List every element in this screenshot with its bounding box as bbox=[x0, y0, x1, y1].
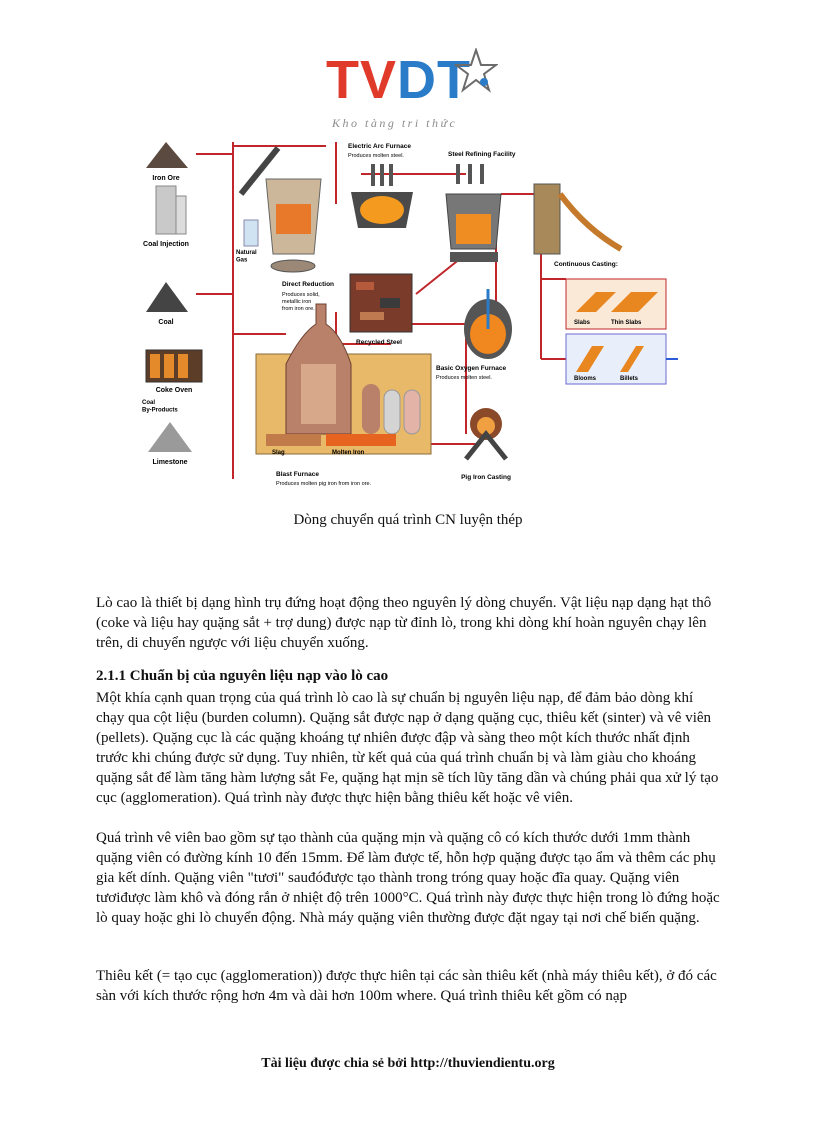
logo-tagline: Kho tàng tri thức bbox=[332, 116, 458, 130]
label-billets: Billets bbox=[620, 376, 639, 382]
paragraph-blast-furnace-intro: Lò cao là thiết bị dạng hình trụ đứng hoạt động theo nguyên lý dòng chuyển. Vật liệu nạp dạng hạt thô (coke và liệu hay quặng sắt + trợ dung) được nạp từ đỉnh lò, trong khi dòng khí hoàn nguyên chạy lên trên, di chuyển ngược với liệu chuyển xuống. bbox=[96, 595, 712, 651]
star-icon bbox=[454, 48, 498, 96]
label-recycled-steel: Recycled Steel bbox=[356, 339, 402, 346]
label-pig-iron-casting: Pig Iron Casting bbox=[461, 474, 511, 481]
label-coal-injection: Coal Injection bbox=[143, 241, 189, 248]
natural-gas-tank bbox=[244, 220, 258, 246]
site-logo bbox=[326, 46, 496, 136]
steelmaking-process-diagram bbox=[136, 134, 681, 496]
label-slag: Slag bbox=[272, 450, 285, 456]
label-blooms: Blooms bbox=[574, 376, 597, 382]
label-iron-ore: Iron Ore bbox=[152, 175, 180, 182]
label-thin-slabs: Thin Slabs bbox=[611, 320, 642, 326]
label-basic-oxygen-furnace: Basic Oxygen Furnace bbox=[436, 365, 507, 372]
paragraph-pelletizing: Quá trình vê viên bao gồm sự tạo thành của quặng mịn và quặng cô có kích thước dưới 1mm thành quặng viên có đường kính 10 đến 15mm. Để làm được tế, hỗn hợp quặng được tạo ẩm và thêm các phụ gia kết dính. Quặng viên "tươi" sauđóđược tạo thành trong tróng quay hoặc đĩa quay. Quặng viên tươiđược làm khô và đóng rắn ở nhiệt độ trên 1000°C. Quá trình này được thực hiện trong lò đứng hoặc lò quay hoặc ghi lò chuyển động. Nhà máy quặng viên thường được đặt ngay tại nơi chế biến quặng. bbox=[96, 830, 720, 926]
logo-wordmark bbox=[326, 50, 471, 110]
label-electric-arc-furnace-desc: Produces molten steel. bbox=[348, 153, 404, 159]
label-electric-arc-furnace: Electric Arc Furnace bbox=[348, 143, 411, 150]
label-blast-furnace-desc: Produces molten pig iron from iron ore. bbox=[276, 481, 372, 487]
coal-injection-equipment bbox=[156, 186, 176, 234]
label-slabs: Slabs bbox=[574, 320, 591, 326]
label-natural-gas: Natural Gas bbox=[236, 250, 257, 264]
logo-part-dt: DT bbox=[397, 50, 471, 110]
label-direct-reduction: Direct Reduction bbox=[282, 281, 335, 288]
paragraph-burden-preparation: Một khía cạnh quan trọng của quá trình lò cao là sự chuẩn bị nguyên liệu nạp, để đảm bảo dòng khí chạy qua cột liệu (burden column). Quặng sắt được nạp ở dạng quặng cục, thiêu kết (sinter) và vê viên (pellets). Quặng cục là các quặng khoáng tự nhiên được đập và sàng theo một kích thước nhất định trước khi chúng được sử dụng. Tuy nhiên, từ kết quả của quá trình chuẩn bị và làm giàu cho khoáng quặng sắt để làm tăng hàm lượng sắt Fe, quặng hạt mịn sẽ tích lũy tăng dần và chúng phải qua xử lý tạo cục (agglomeration). Quá trình này được thực hiện bằng thiêu kết hoặc vê viên. bbox=[96, 690, 719, 806]
label-molten-iron: Molten Iron bbox=[332, 450, 365, 456]
section-heading: 2.1.1 Chuẩn bị của nguyên liệu nạp vào lò cao bbox=[96, 668, 389, 684]
label-blast-furnace: Blast Furnace bbox=[276, 471, 319, 478]
label-coal-byproducts: Coal By-Products bbox=[142, 400, 178, 414]
label-direct-reduction-desc: Produces solid, metallic iron from iron ore. bbox=[282, 292, 320, 312]
page-footer: Tài liệu được chia sẻ bởi http://thuviendientu.org bbox=[261, 1056, 555, 1071]
continuous-caster bbox=[534, 184, 560, 254]
label-steel-refining-facility: Steel Refining Facility bbox=[448, 151, 516, 158]
label-coke-oven: Coke Oven bbox=[155, 387, 193, 394]
label-continuous-casting: Continuous Casting: bbox=[554, 261, 618, 268]
label-basic-oxygen-furnace-desc: Produces molten steel. bbox=[436, 375, 492, 381]
logo-part-tv: TV bbox=[326, 50, 398, 110]
label-limestone: Limestone bbox=[152, 459, 188, 466]
figure-caption: Dòng chuyển quá trình CN luyện thép bbox=[293, 512, 523, 528]
paragraph-sintering: Thiêu kết (= tạo cục (agglomeration)) được thực hiên tại các sàn thiêu kết (nhà máy thiêu kết), ở đó các sàn với kích thước rộng hơn 4m và dài hơn 100m where. Quá trình thiêu kết gồm có nạp bbox=[96, 968, 717, 1004]
label-coal: Coal bbox=[158, 319, 174, 326]
